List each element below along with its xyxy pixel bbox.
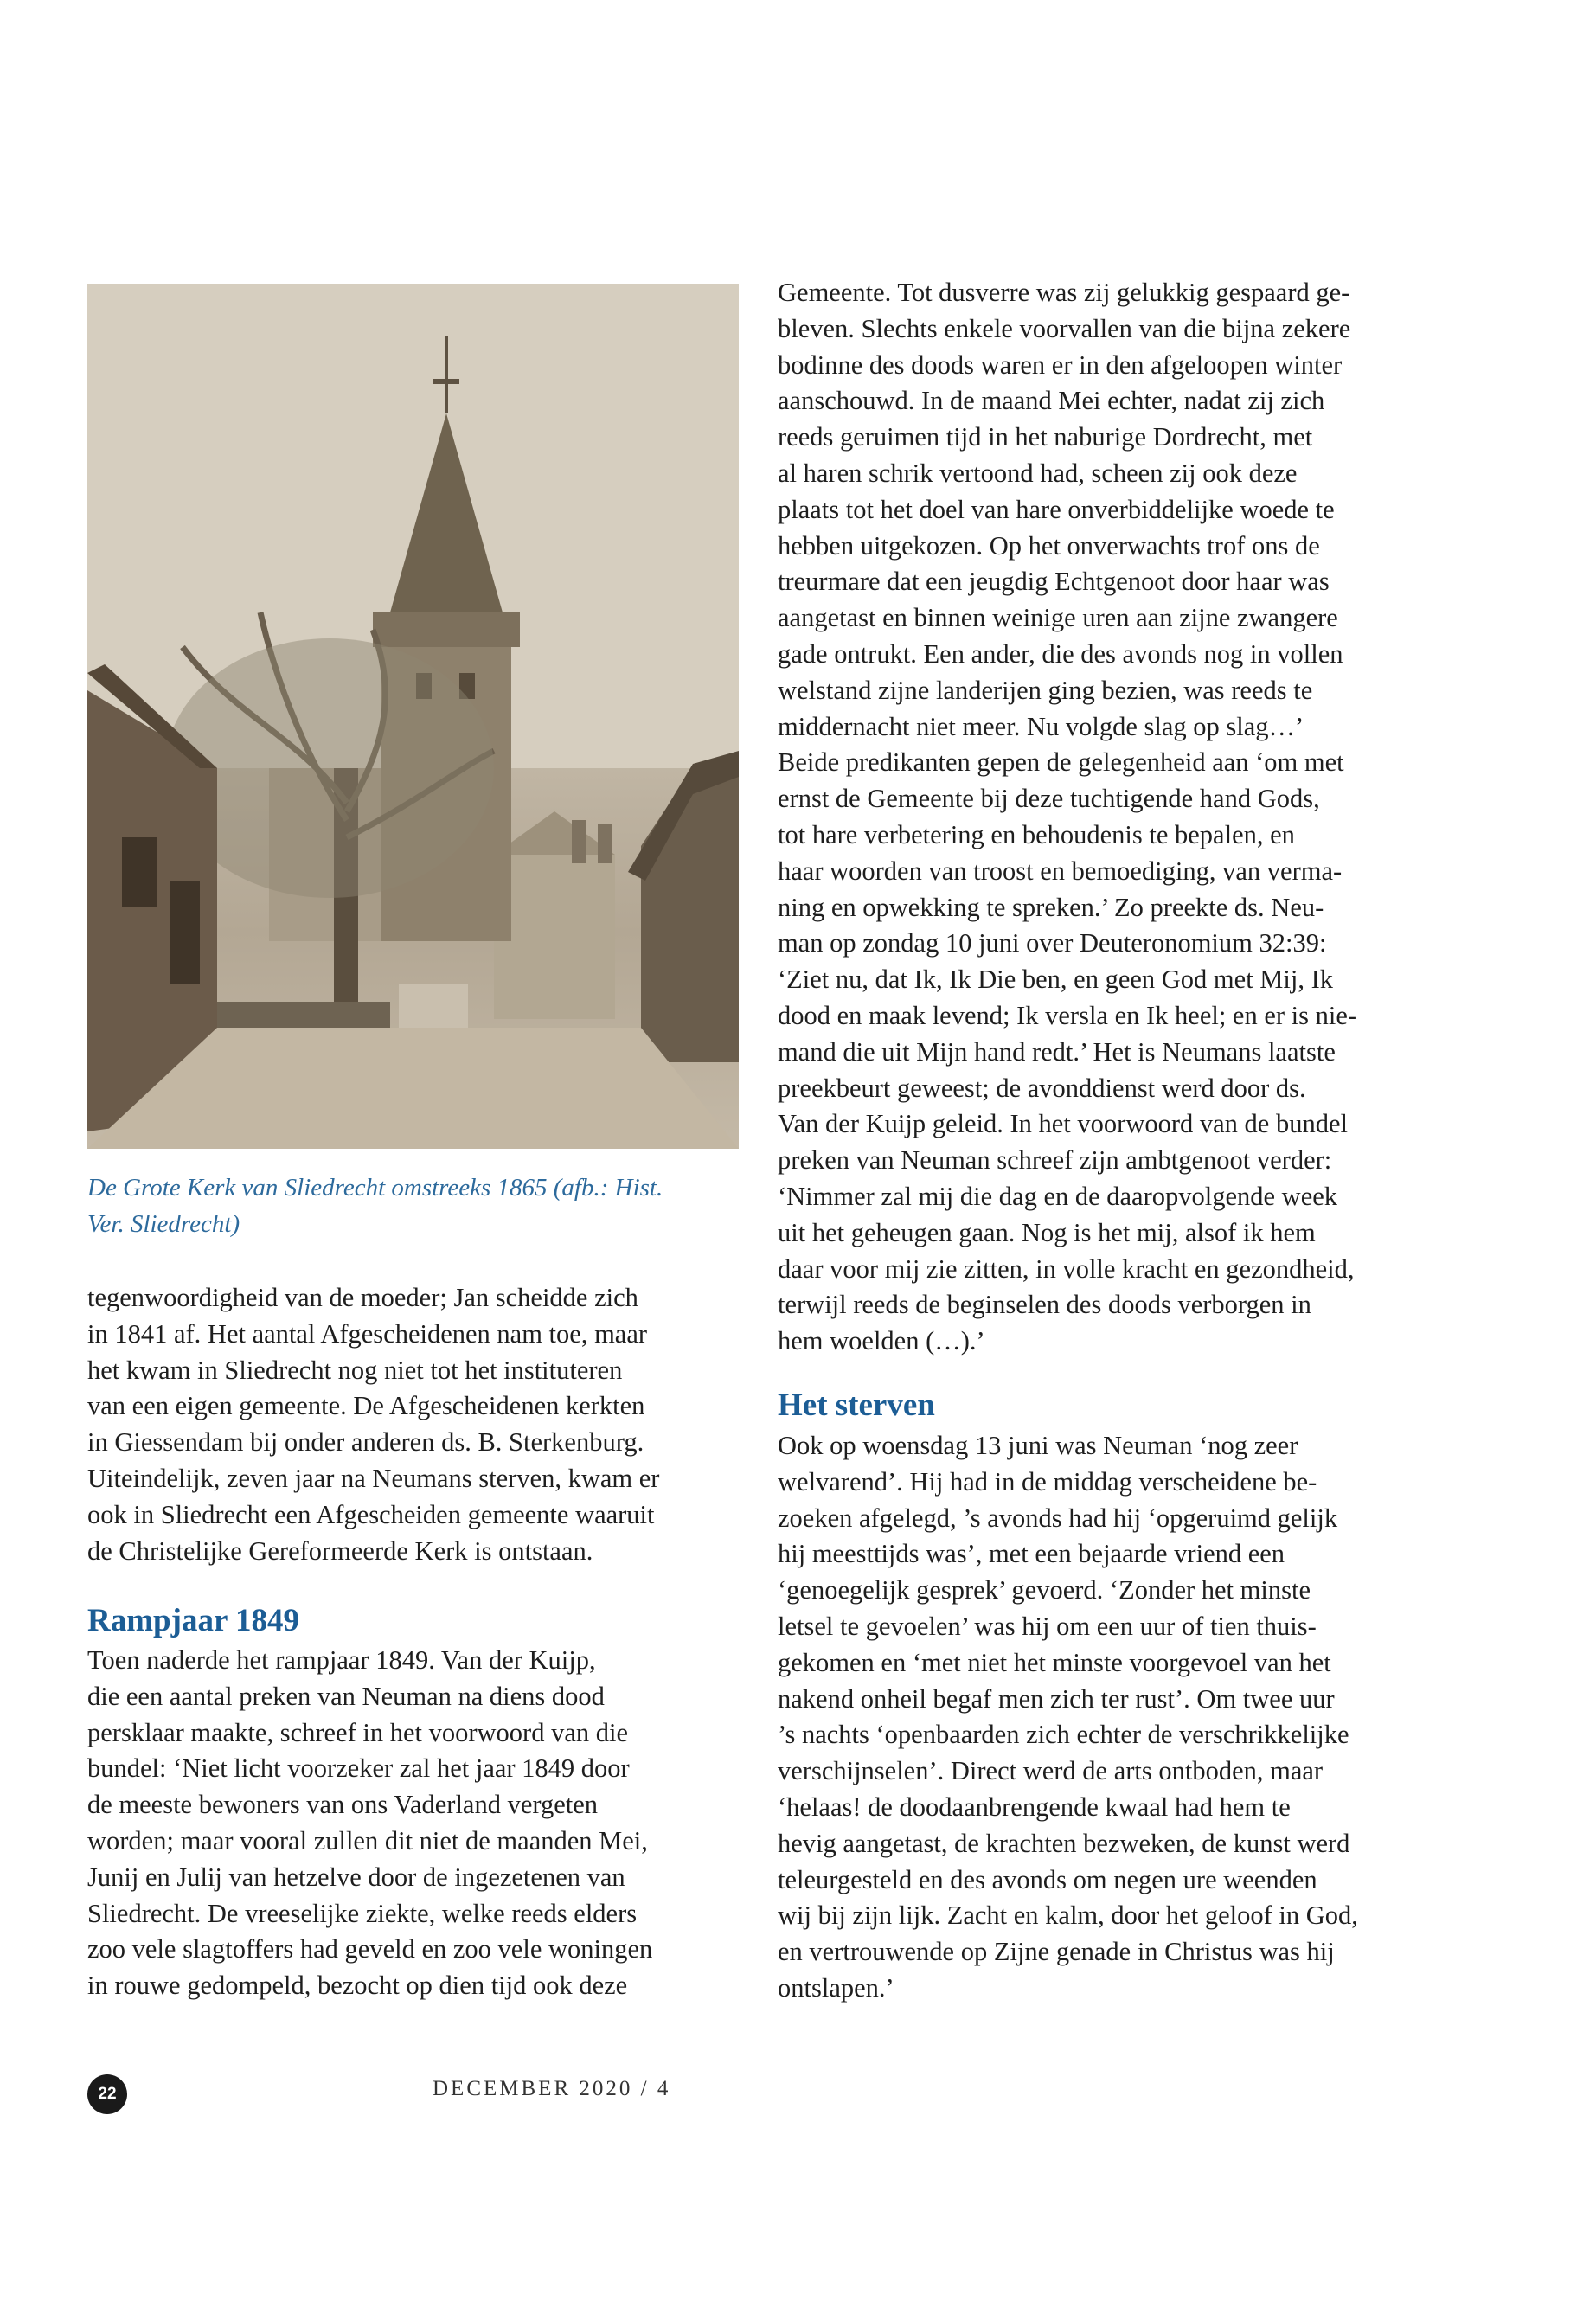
photo-caption — [87, 1170, 745, 1242]
text-line: preekbeurt geweest; de avonddienst werd door ds. — [778, 1073, 1306, 1103]
text-line: persklaar maakte, schreef in het voorwoord van die — [87, 1717, 628, 1747]
text-line: man op zondag 10 juni over Deuteronomium 32:39: — [778, 928, 1327, 958]
text-line: tegenwoordigheid van de moeder; Jan scheidde zich — [87, 1283, 638, 1312]
church-photo — [87, 284, 739, 1149]
text-line: ontslapen.’ — [778, 1972, 894, 2003]
section-heading-rampjaar: Rampjaar 1849 — [87, 1603, 299, 1638]
church-photo-illustration — [87, 284, 739, 1149]
text-line: in 1841 af. Het aantal Afgescheidenen nam toe, maar — [87, 1318, 648, 1349]
text-line: terwijl reeds de beginselen des doods verborgen in — [778, 1290, 1311, 1320]
text-line: van een eigen gemeente. De Afgescheidenen kerkten — [87, 1391, 645, 1421]
text-line: middernacht niet meer. Nu volgde slag op slag…’ — [778, 711, 1304, 741]
caption-line: De Grote Kerk van Sliedrecht omstreeks 1865 (afb.: Hist. — [87, 1174, 663, 1202]
text-line: Uiteindelijk, zeven jaar na Neumans sterven, kwam er — [87, 1463, 660, 1493]
section-heading-het-sterven: Het sterven — [778, 1388, 935, 1423]
text-line: ’s nachts ‘openbaarden zich echter de verschrikkelijke — [778, 1720, 1349, 1750]
text-line: ‘genoegelijk gesprek’ gevoerd. ‘Zonder het minste — [778, 1575, 1311, 1606]
text-line: Ook op woensdag 13 juni was Neuman ‘nog zeer — [778, 1431, 1298, 1460]
text-line: die een aantal preken van Neuman na diens dood — [87, 1681, 605, 1711]
text-line: welstand zijne landerijen ging bezien, was reeds te — [778, 675, 1313, 705]
right-paragraph-2 — [778, 1428, 1358, 2007]
text-line: worden; maar vooral zullen dit niet de maanden Mei, — [87, 1825, 648, 1856]
text-line: ning en opwekking te spreken.’ Zo preekte ds. Neu- — [778, 892, 1324, 922]
text-line: welvarend’. Hij had in de middag verscheidene be- — [778, 1466, 1317, 1497]
text-line: het kwam in Sliedrecht nog niet tot het instituteren — [87, 1355, 623, 1385]
text-line: tot hare verbetering en behoudenis te bepalen, en — [778, 819, 1295, 849]
text-line: ernst de Gemeente bij deze tuchtigende hand Gods, — [778, 784, 1320, 814]
text-line: gekomen en ‘met niet het minste voorgevoel van het — [778, 1647, 1331, 1677]
text-line: gade ontrukt. Een ander, die des avonds nog in vollen — [778, 638, 1343, 669]
text-line: preken van Neuman schreef zijn ambtgenoot verder: — [778, 1145, 1332, 1176]
text-line: ook in Sliedrecht een Afgescheiden gemeente waaruit — [87, 1499, 655, 1529]
text-line: uit het geheugen gaan. Nog is het mij, alsof ik hem — [778, 1217, 1316, 1247]
text-line: haar woorden van troost en bemoediging, van verma- — [778, 856, 1343, 886]
text-line: Junij en Julij van hetzelve door de ingezetenen van — [87, 1862, 625, 1892]
text-line: in Giessendam bij onder anderen ds. B. Sterkenburg. — [87, 1427, 644, 1458]
left-paragraph-1 — [87, 1280, 659, 1569]
text-line: zoeken afgelegd, ’s avonds had hij ‘opgeruimd gelijk — [778, 1503, 1338, 1533]
text-line: verschijnselen’. Direct werd de arts ontboden, maar — [778, 1756, 1324, 1786]
text-line: ‘helaas! de doodaanbrengende kwaal had hem te — [778, 1791, 1291, 1822]
text-line: ‘Ziet nu, dat Ik, Ik Die ben, en geen God met Mij, Ik — [778, 965, 1334, 995]
caption-line: Ver. Sliedrecht) — [87, 1210, 240, 1238]
text-line: nakend onheil begaf men zich ter rust’. Om twee uur — [778, 1683, 1335, 1714]
text-line: hem woelden (…).’ — [778, 1326, 985, 1356]
text-line: Sliedrecht. De vreeselijke ziekte, welke reeds elders — [87, 1898, 638, 1928]
text-line: bleven. Slechts enkele voorvallen van die bijna zekere — [778, 313, 1351, 343]
issue-label: DECEMBER 2020 / 4 — [433, 2077, 671, 2100]
text-line: bodinne des doods waren er in den afgeloopen winter — [778, 349, 1343, 380]
text-line: zoo vele slagtoffers had geveld en zoo vele woningen — [87, 1934, 653, 1965]
text-line: wij bij zijn lijk. Zacht en kalm, door het geloof in God, — [778, 1900, 1358, 1931]
text-line: treurmare dat een jeugdig Echtgenoot door haar was — [778, 567, 1330, 597]
text-line: daar voor mij zie zitten, in volle kracht en gezondheid, — [778, 1253, 1355, 1284]
text-line: bundel: ‘Niet licht voorzeker zal het jaar 1849 door — [87, 1753, 630, 1784]
text-line: en vertrouwende op Zijne genade in Christus was hij — [778, 1937, 1335, 1967]
left-paragraph-2 — [87, 1643, 652, 2004]
text-line: Toen naderde het rampjaar 1849. Van der Kuijp, — [87, 1645, 596, 1675]
text-line: plaats tot het doel van hare onverbiddelijke woede te — [778, 494, 1335, 524]
text-line: hebben uitgekozen. Op het onverwachts trof ons de — [778, 530, 1320, 561]
text-line: Gemeente. Tot dusverre was zij gelukkig gespaard ge- — [778, 278, 1350, 307]
text-line: in rouwe gedompeld, bezocht op dien tijd ook deze — [87, 1971, 628, 2001]
text-line: hevig aangetast, de krachten bezweken, de kunst werd — [778, 1828, 1350, 1858]
text-line: Beide predikanten gepen de gelegenheid aan ‘om met — [778, 747, 1344, 778]
text-line: ‘Nimmer zal mij die dag en de daaropvolgende week — [778, 1181, 1338, 1211]
text-line: teleurgesteld en des avonds om negen ure weenden — [778, 1864, 1317, 1894]
page-number: 22 — [87, 2074, 127, 2114]
text-line: hij meesttijds was’, met een bejaarde vriend een — [778, 1539, 1285, 1569]
text-line: Van der Kuijp geleid. In het voorwoord van de bundel — [778, 1109, 1348, 1139]
text-line: aanschouwd. In de maand Mei echter, nadat zij zich — [778, 386, 1325, 416]
text-line: reeds geruimen tijd in het naburige Dordrecht, met — [778, 422, 1313, 452]
text-line: mand die uit Mijn hand redt.’ Het is Neumans laatste — [778, 1036, 1336, 1067]
text-line: de meeste bewoners van ons Vaderland vergeten — [87, 1790, 599, 1820]
text-line: aangetast en binnen weinige uren aan zijne zwangere — [778, 603, 1338, 633]
text-line: al haren schrik vertoond had, scheen zij ook deze — [778, 458, 1298, 488]
text-line: dood en maak levend; Ik versla en Ik heel; en er is nie- — [778, 1000, 1357, 1030]
right-paragraph-1 — [778, 275, 1356, 1360]
text-line: letsel te gevoelen’ was hij om een uur of tien thuis- — [778, 1611, 1317, 1641]
text-line: de Christelijke Gereformeerde Kerk is ontstaan. — [87, 1535, 593, 1566]
